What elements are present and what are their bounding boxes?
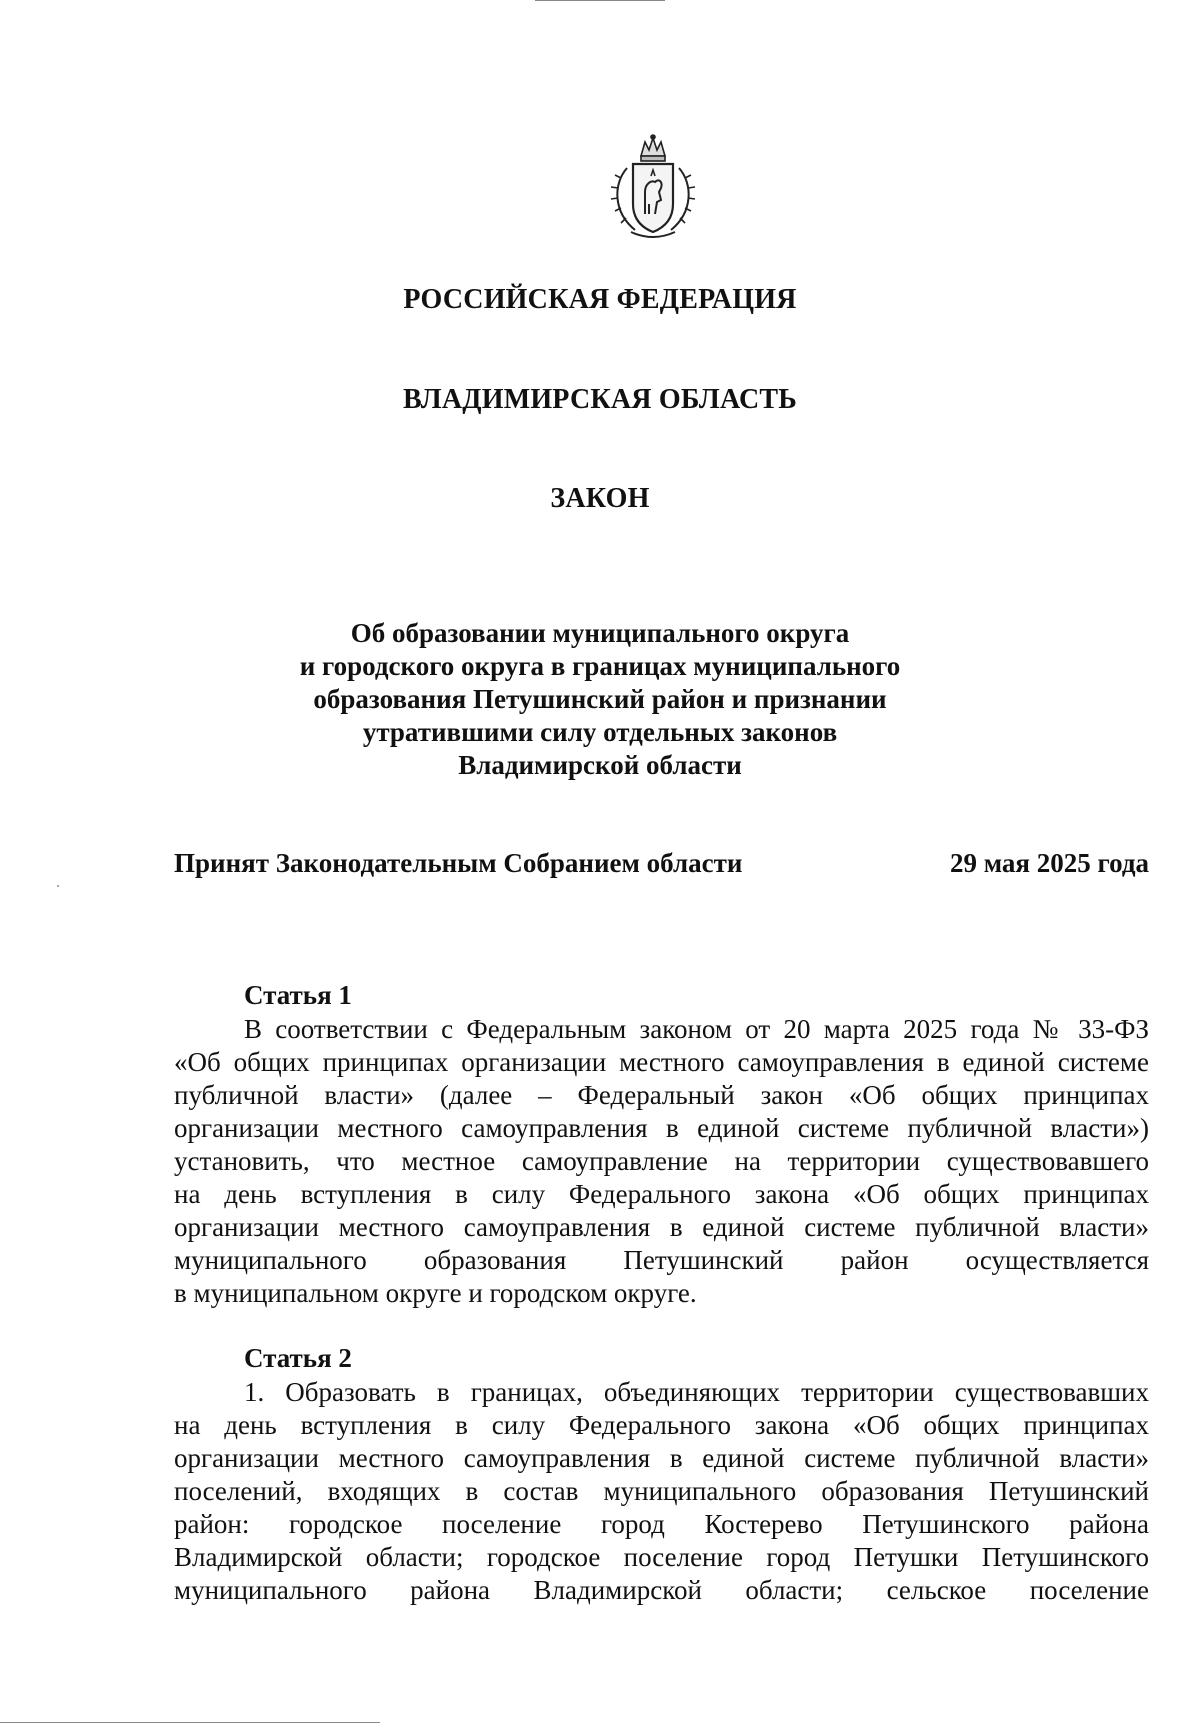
article-2-heading: Статья 2 — [244, 1343, 352, 1373]
document-type-heading: ЗАКОН — [550, 483, 650, 514]
paragraph-line: в муниципальном округе и городском округе. — [174, 1278, 697, 1308]
coat-of-arms-icon — [605, 134, 701, 242]
scan-artifact-bottom — [0, 1722, 380, 1723]
law-title-line: и городского округа в границах муниципального — [299, 651, 901, 681]
law-title — [250, 617, 950, 782]
paragraph-line: организации местного самоуправления в единой системе публичной власти») — [174, 1113, 1149, 1143]
paragraph-line: район: городское поселение город Костерево Петушинского района — [174, 1509, 1149, 1539]
law-title-line: Владимирской области — [458, 750, 742, 780]
paragraph-line: организации местного самоуправления в единой системе публичной власти» — [174, 1443, 1149, 1473]
article-1-body — [174, 1013, 1149, 1310]
scan-artifact-dot — [57, 885, 59, 887]
article-1-heading: Статья 1 — [244, 980, 352, 1010]
adopted-by-text: Принят Законодательным Собранием области — [174, 848, 743, 878]
paragraph-line: на день вступления в силу Федерального закона «Об общих принципах — [174, 1410, 1149, 1440]
law-title-line: Об образовании муниципального округа — [350, 618, 850, 648]
article-2-body — [174, 1376, 1149, 1607]
paragraph-line: публичной власти» (далее – Федеральный закон «Об общих принципах — [174, 1080, 1149, 1110]
law-title-line: образования Петушинский район и признании — [313, 684, 887, 714]
law-title-line: утратившими силу отдельных законов — [362, 717, 838, 747]
paragraph-line: муниципального образования Петушинский район осуществляется — [174, 1245, 1149, 1275]
paragraph-line: на день вступления в силу Федерального закона «Об общих принципах — [174, 1179, 1149, 1209]
paragraph-line: В соответствии с Федеральным законом от 20 марта 2025 года № 33-ФЗ — [244, 1014, 1149, 1044]
paragraph-line: 1. Образовать в границах, объединяющих территории существовавших — [244, 1377, 1149, 1407]
paragraph-line: муниципального района Владимирской области; сельское поселение — [174, 1575, 1149, 1605]
region-heading: ВЛАДИМИРСКАЯ ОБЛАСТЬ — [402, 384, 798, 415]
paragraph-line: организации местного самоуправления в единой системе публичной власти» — [174, 1212, 1149, 1242]
scan-artifact-top — [535, 0, 665, 1]
adoption-date: 29 мая 2025 года — [949, 848, 1149, 878]
paragraph-line: установить, что местное самоуправление на территории существовавшего — [174, 1146, 1149, 1176]
paragraph-line: поселений, входящих в состав муниципального образования Петушинский — [174, 1476, 1149, 1506]
country-heading: РОССИЙСКАЯ ФЕДЕРАЦИЯ — [403, 284, 797, 315]
paragraph-line: Владимирской области; городское поселение город Петушки Петушинского — [174, 1542, 1149, 1572]
paragraph-line: «Об общих принципах организации местного самоуправления в единой системе — [174, 1047, 1149, 1077]
